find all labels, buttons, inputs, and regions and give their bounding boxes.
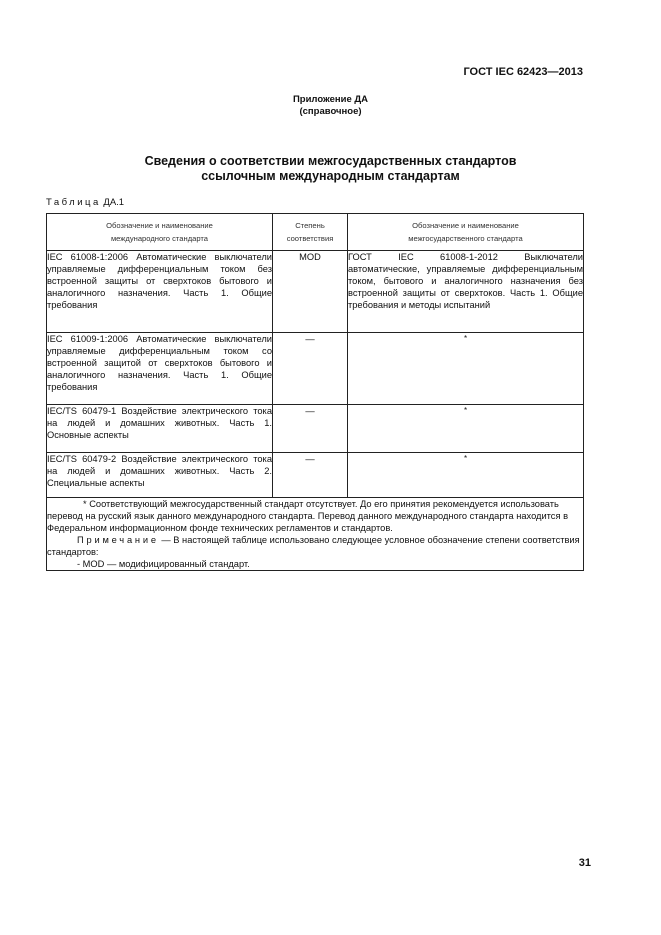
footnote: * Соответствующий межгосударственный стандарт отсутствует. До его принятия рекомендуется использовать перевод на русский язык данного международного стандарта. Перевод данного международного стандарта находится в Федеральном информационном фонде технических регламентов и стандартов. [47, 499, 569, 533]
cell-degree: MOD [273, 251, 348, 333]
cell-interstate-standard: * [348, 405, 584, 453]
column-header-line: Обозначение и наименование [412, 221, 519, 230]
cell-degree: — [273, 333, 348, 405]
note-text: — В настоящей таблице использовано следующее условное обозначение степени соответствия стандартов: [47, 535, 580, 557]
page-number: 31 [578, 857, 591, 869]
table-row [47, 453, 584, 498]
cell-interstate-standard: ГОСТ IEC 61008-1-2012 Выключатели автоматические, управляемые дифференциальным током, бытового и аналогичного назначения без встроенной защиты от сверхтоков. Часть 1. Общие требования и методы испытаний [348, 251, 584, 333]
table-row [47, 405, 584, 453]
cell-international-standard: IEC/TS 60479-2 Воздействие электрического тока на людей и домашних животных. Часть 2. Специальные аспекты [47, 453, 273, 498]
column-header-international [47, 214, 273, 251]
table-row [47, 333, 584, 405]
column-header-line: соответствия [286, 234, 334, 243]
cell-international-standard: IEC 61009-1:2006 Автоматические выключатели управляемые дифференциальным током со встроенной защитой от сверхтоков бытового и аналогичного назначения. Часть 1. Общие требования [47, 333, 273, 405]
cell-international-standard: IEC 61008-1:2006 Автоматические выключатели управляемые дифференциальным током без встроенной защиты от сверхтоков бытового и аналогичного назначения. Часть 1. Общие требования [47, 251, 273, 333]
table-label [46, 197, 124, 208]
table-header-row [47, 214, 584, 251]
section-heading [0, 154, 661, 184]
section-heading-line-2: ссылочным международным стандартам [201, 169, 460, 183]
note-item: - MOD — модифицированный стандарт. [77, 559, 250, 569]
note-paragraph [47, 534, 583, 558]
table-notes-row [47, 498, 584, 571]
column-header-line: международного стандарта [110, 234, 209, 243]
table-notes [47, 498, 584, 571]
cell-degree: — [273, 453, 348, 498]
cell-degree: — [273, 405, 348, 453]
table-label-prefix: Таблица [46, 197, 101, 208]
appendix-title: Приложение ДА [292, 94, 369, 105]
document-code: ГОСТ IEC 62423—2013 [463, 66, 583, 78]
table-row [47, 251, 584, 333]
section-heading-line-1: Сведения о соответствии межгосударственных стандартов [144, 154, 517, 168]
cell-interstate-standard: * [348, 333, 584, 405]
table-label-id: ДА.1 [103, 197, 125, 208]
correspondence-table [46, 213, 584, 571]
appendix-subtitle: (справочное) [299, 106, 362, 117]
column-header-degree [273, 214, 348, 251]
appendix-heading [0, 94, 661, 118]
column-header-line: Степень [295, 221, 325, 230]
column-header-line: Обозначение и наименование [106, 221, 213, 230]
column-header-interstate [348, 214, 584, 251]
note-label: Примечание [77, 535, 159, 545]
cell-interstate-standard: * [348, 453, 584, 498]
column-header-line: межгосударственного стандарта [408, 234, 523, 243]
cell-international-standard: IEC/TS 60479-1 Воздействие электрического тока на людей и домашних животных. Часть 1. Основные аспекты [47, 405, 273, 453]
